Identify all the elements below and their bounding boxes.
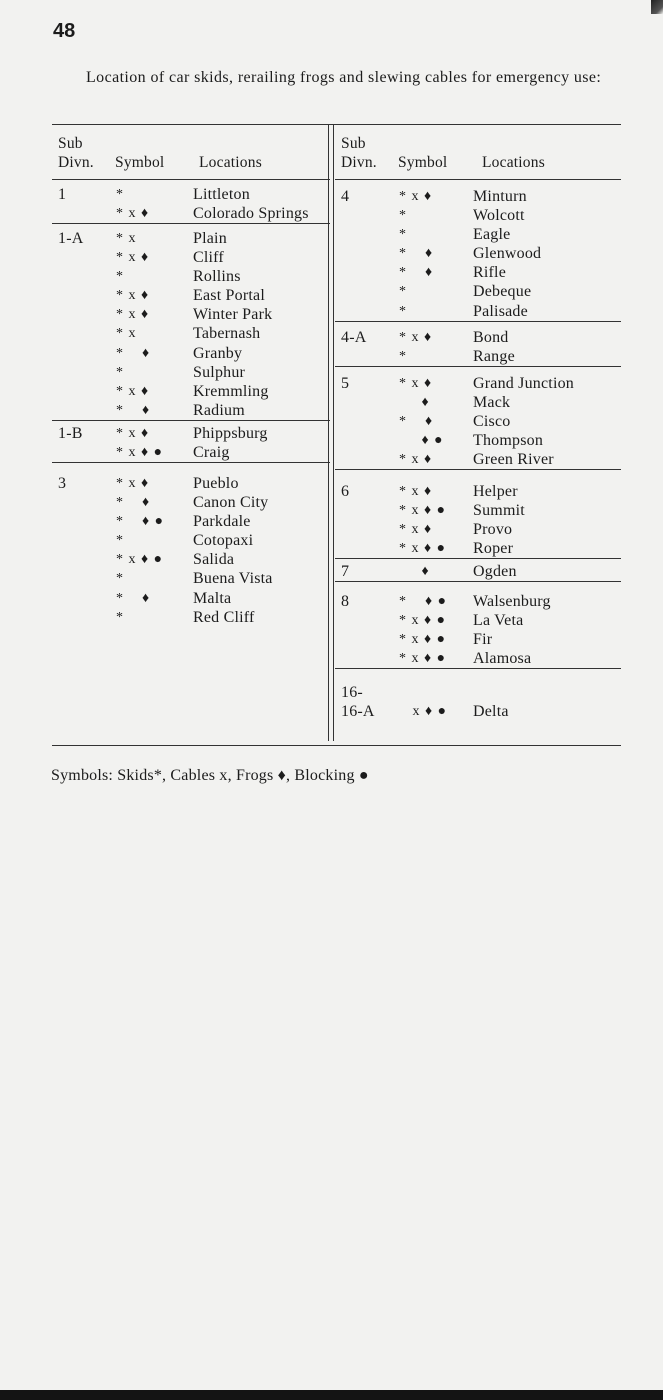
location-cell: Grand Junction — [473, 375, 575, 392]
symbol-cell: * ♦ — [116, 590, 151, 606]
symbol-cell: * ♦ — [399, 246, 434, 262]
subdivision-cell: 4-A — [341, 329, 367, 346]
table-row — [335, 501, 621, 520]
table-row — [335, 431, 621, 450]
location-cell: Delta — [473, 703, 509, 721]
symbol-cell: * x ♦ ● — [399, 632, 447, 648]
symbol-cell: * x ♦ — [399, 189, 433, 204]
location-cell: Roper — [473, 540, 514, 558]
symbol-cell: * ♦ — [399, 265, 434, 281]
location-cell: Bond — [473, 329, 509, 346]
table-row — [335, 263, 621, 282]
location-cell: Provo — [473, 521, 513, 539]
table-row — [335, 328, 621, 347]
table-row — [52, 474, 330, 493]
table-row — [335, 302, 621, 321]
table-group — [52, 229, 330, 421]
intro-text: Location of car skids, rerailing frogs and slewing cables for emergency use: — [86, 69, 602, 86]
table-row — [52, 324, 330, 343]
symbol-legend: Symbols: Skids*, Cables x, Frogs ♦, Blocking ● — [51, 767, 369, 784]
header-locations: Locations — [482, 154, 545, 171]
table-row — [52, 185, 330, 204]
scan-corner — [651, 0, 663, 14]
table-row — [335, 539, 621, 558]
table-row — [52, 305, 330, 324]
header-sub: Sub — [58, 135, 83, 152]
table-row — [335, 374, 621, 393]
subdivision-cell: 1 — [58, 186, 67, 203]
location-cell: Range — [473, 348, 515, 366]
symbol-cell: * x ♦ — [399, 376, 433, 391]
symbol-cell: * x ♦ — [116, 250, 150, 266]
table-group — [52, 474, 330, 627]
location-cell: Radium — [193, 401, 245, 419]
location-cell: Parkdale — [193, 513, 251, 531]
location-cell: Salida — [193, 551, 235, 569]
symbol-cell: * x ♦ ● — [116, 445, 164, 461]
scan-edge — [0, 1390, 663, 1400]
subdivision-cell: 6 — [341, 483, 350, 500]
symbol-cell: * — [116, 187, 124, 202]
table-row — [335, 347, 621, 366]
table-row — [52, 569, 330, 588]
location-cell: Rifle — [473, 264, 506, 282]
symbol-cell: * ♦ — [399, 414, 434, 430]
symbol-cell: * x ♦ — [399, 522, 433, 538]
location-cell: Winter Park — [193, 306, 273, 324]
table-row — [335, 630, 621, 649]
table-row — [52, 550, 330, 569]
table-row — [335, 520, 621, 539]
location-cell: Green River — [473, 451, 554, 469]
symbol-cell: * x ♦ ● — [399, 651, 447, 667]
right-table-header — [335, 133, 621, 180]
symbol-cell: * ♦ — [116, 495, 151, 511]
location-cell: Cotopaxi — [193, 532, 254, 550]
table-row — [335, 244, 621, 263]
subdivision-cell: 16- — [341, 684, 363, 701]
table-group — [52, 424, 330, 463]
table-row — [335, 649, 621, 668]
table-group — [335, 187, 621, 322]
location-cell: Phippsburg — [193, 425, 268, 442]
symbol-cell: * x ♦ — [399, 452, 433, 468]
table-row — [52, 424, 330, 443]
table-row — [335, 592, 621, 611]
table-group — [335, 374, 621, 470]
symbol-cell: * x ♦ — [116, 426, 150, 441]
symbol-cell: * x ♦ — [399, 330, 433, 345]
table-row — [335, 393, 621, 412]
symbol-cell: * ♦ ● — [116, 514, 165, 530]
table-row — [335, 702, 621, 721]
symbol-cell: * x ♦ — [116, 206, 150, 222]
subdivision-cell: 5 — [341, 375, 350, 392]
location-cell: Buena Vista — [193, 570, 273, 588]
symbol-cell: * x ♦ ● — [399, 503, 447, 519]
equipment-tables — [52, 124, 621, 746]
location-cell: Littleton — [193, 186, 250, 203]
location-cell: Cisco — [473, 413, 511, 431]
location-cell: Summit — [473, 502, 525, 520]
symbol-cell: * x ♦ ● — [116, 552, 164, 568]
location-cell: Ogden — [473, 563, 517, 580]
table-group — [335, 562, 621, 582]
location-cell: Fir — [473, 631, 493, 649]
subdivision-cell: 16-A — [341, 703, 375, 721]
table-group — [52, 185, 330, 224]
location-cell: Alamosa — [473, 650, 532, 668]
symbol-cell: x ♦ ● — [399, 704, 448, 720]
table-row — [52, 286, 330, 305]
table-row — [52, 248, 330, 267]
location-cell: Tabernash — [193, 325, 261, 343]
symbol-cell: * x ♦ — [116, 383, 150, 399]
table-row — [335, 187, 621, 206]
subdivision-cell: 1-A — [58, 230, 84, 247]
symbol-cell: * — [399, 284, 407, 300]
subdivision-cell: 7 — [341, 563, 350, 580]
table-row — [335, 611, 621, 630]
table-row — [52, 363, 330, 382]
symbol-cell: * — [399, 349, 407, 365]
location-cell: Pueblo — [193, 475, 239, 492]
left-table-header — [52, 133, 330, 180]
table-row — [335, 412, 621, 431]
location-cell: Sulphur — [193, 363, 246, 381]
table-row — [335, 562, 621, 581]
table-row — [52, 204, 330, 223]
subdivision-cell: 3 — [58, 475, 67, 492]
symbol-cell: * x ♦ ● — [399, 613, 447, 629]
location-cell: East Portal — [193, 287, 265, 305]
symbol-cell: * — [116, 364, 124, 380]
table-row — [335, 683, 621, 702]
table-row — [335, 225, 621, 244]
subdivision-cell: 1-B — [58, 425, 83, 442]
symbol-cell: * ♦ ● — [399, 594, 448, 609]
symbol-cell: * x — [116, 231, 137, 246]
location-cell: Granby — [193, 344, 243, 362]
header-divn: Divn. — [58, 154, 94, 171]
location-cell: Wolcott — [473, 207, 525, 225]
table-row — [52, 512, 330, 531]
table-row — [52, 382, 330, 401]
location-cell: Walsenburg — [473, 593, 551, 610]
table-row — [335, 206, 621, 225]
table-row — [52, 267, 330, 286]
header-locations: Locations — [199, 154, 262, 171]
table-row — [335, 482, 621, 501]
symbol-cell: * — [399, 208, 407, 224]
symbol-cell: ♦ — [399, 395, 430, 411]
symbol-cell: * x ♦ — [399, 484, 433, 499]
location-cell: Thompson — [473, 432, 544, 450]
location-cell: Red Cliff — [193, 608, 255, 626]
location-cell: Palisade — [473, 302, 528, 320]
location-cell: Glenwood — [473, 245, 542, 263]
location-cell: Kremmling — [193, 382, 269, 400]
symbol-cell: * ♦ — [116, 345, 151, 361]
table-row — [52, 589, 330, 608]
header-sub: Sub — [341, 135, 366, 152]
table-group — [335, 683, 621, 721]
table-row — [52, 401, 330, 420]
symbol-cell: * x ♦ ● — [399, 541, 447, 557]
table-row — [52, 344, 330, 363]
location-cell: Mack — [473, 394, 511, 412]
location-cell: Plain — [193, 230, 227, 247]
symbol-cell: * x — [116, 326, 137, 342]
symbol-cell: * — [399, 303, 407, 319]
table-row — [52, 608, 330, 627]
symbol-cell: * — [399, 227, 407, 243]
header-divn: Divn. — [341, 154, 377, 171]
location-cell: Minturn — [473, 188, 527, 205]
location-cell: Malta — [193, 589, 232, 607]
table-row — [52, 443, 330, 462]
symbol-cell: * — [116, 269, 124, 285]
symbol-cell: ♦ ● — [399, 433, 444, 449]
symbol-cell: * x ♦ — [116, 476, 150, 491]
table-group — [335, 482, 621, 559]
location-cell: La Veta — [473, 612, 524, 630]
symbol-cell: * — [116, 571, 124, 587]
location-cell: Craig — [193, 444, 230, 462]
location-cell: Colorado Springs — [193, 205, 309, 223]
table-row — [52, 493, 330, 512]
location-cell: Debeque — [473, 283, 532, 301]
location-cell: Cliff — [193, 249, 224, 267]
subdivision-cell: 8 — [341, 593, 350, 610]
location-cell: Rollins — [193, 268, 241, 286]
subdivision-cell: 4 — [341, 188, 350, 205]
symbol-cell: ♦ — [399, 564, 430, 579]
table-row — [52, 531, 330, 550]
location-cell: Canon City — [193, 494, 269, 512]
location-cell: Eagle — [473, 226, 511, 244]
table-group — [335, 328, 621, 367]
table-row — [335, 282, 621, 301]
table-row — [52, 229, 330, 248]
symbol-cell: * — [116, 533, 124, 549]
page-number: 48 — [53, 20, 76, 42]
symbol-cell: * x ♦ — [116, 288, 150, 304]
header-symbol: Symbol — [398, 154, 448, 171]
symbol-cell: * x ♦ — [116, 307, 150, 323]
symbol-cell: * — [116, 609, 124, 625]
header-symbol: Symbol — [115, 154, 165, 171]
table-row — [335, 450, 621, 469]
symbol-cell: * ♦ — [116, 402, 151, 418]
location-cell: Helper — [473, 483, 518, 500]
table-group — [335, 592, 621, 669]
